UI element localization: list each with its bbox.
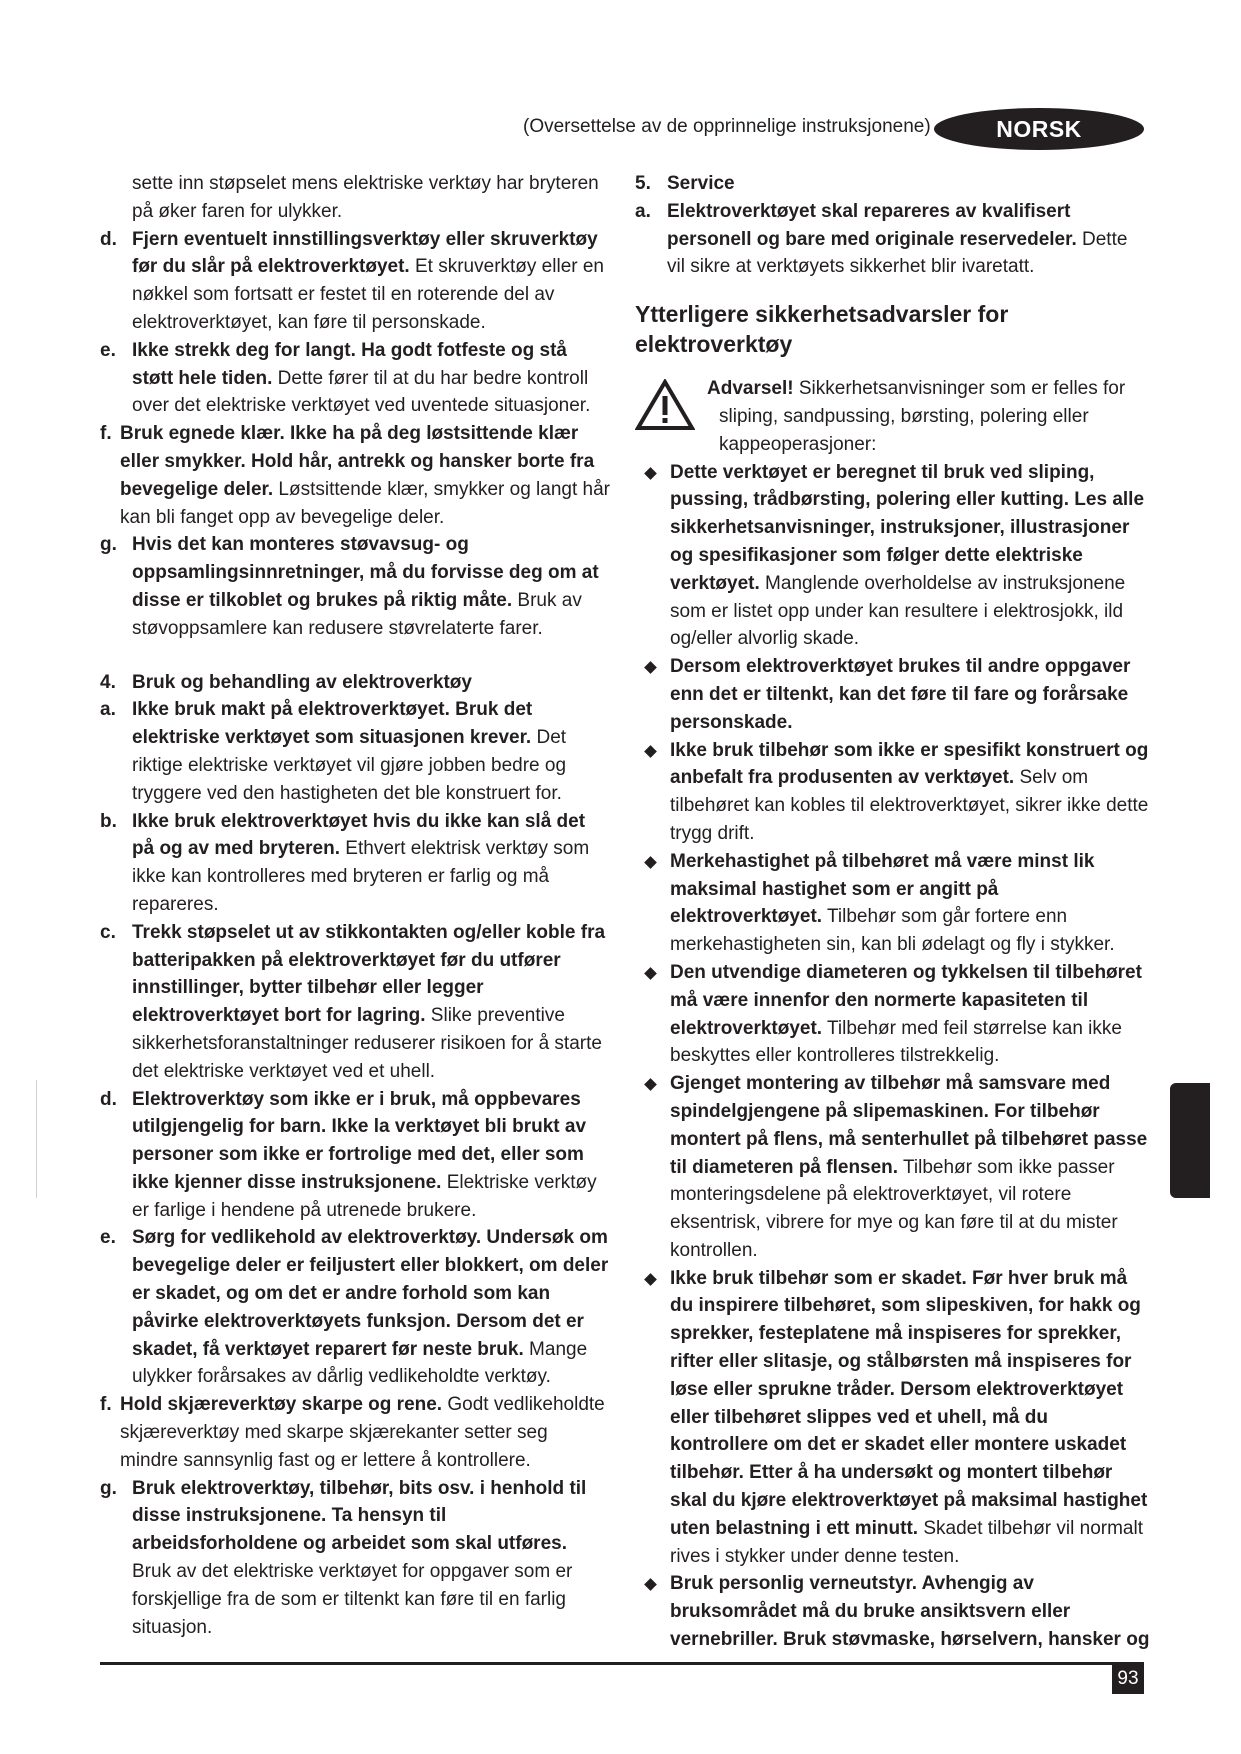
item-bold: Elektroverktøyet skal repareres av kvalifisert personell og bare med originale reservedeler. <box>667 200 1077 250</box>
item-label: f. <box>100 423 112 445</box>
section-title: Bruk og behandling av elektroverktøy <box>132 671 472 693</box>
item-label: a. <box>100 699 116 721</box>
list-item <box>100 919 610 1086</box>
item-bold: Bruk elektroverktøy, tilbehør, bits osv. i henhold til disse instruksjonene. Ta hensyn til arbeidsforholdene og arbeidet som skal utføres. <box>132 1477 587 1555</box>
item-label: b. <box>100 810 117 832</box>
section-4-heading <box>100 669 610 697</box>
item-bold: Bruk egnede klær. Ikke ha på deg løstsittende klær eller smykker. Hold hår, antrekk og hansker borte fra bevegelige deler. <box>120 423 595 500</box>
item-label: e. <box>100 1227 116 1249</box>
items-4-list <box>100 696 610 1641</box>
item-text: Et skruverktøy eller en nøkkel som fortsatt er festet til en roterende del av elektroverktøyet, kan føre til personskade. <box>132 256 604 333</box>
item-label: g. <box>100 1477 117 1499</box>
item-text: Tilbehør som går fortere enn merkehastigheten sin, kan bli ødelagt og fly i stykker. <box>670 906 1115 956</box>
item-bold: Ikke bruk tilbehør som ikke er spesifikt konstruert og anbefalt fra produsenten av verktøyet. <box>670 739 1149 789</box>
list-item <box>100 531 610 642</box>
list-item <box>635 737 1150 848</box>
item-bold: Dersom elektroverktøyet brukes til andre oppgaver enn det er tiltenkt, kan det føre til fare og forårsake personskade. <box>670 656 1131 733</box>
list-item <box>635 198 1150 281</box>
item-label: c. <box>100 921 116 943</box>
item-label: d. <box>100 1088 117 1110</box>
warning-text: Sikkerhetsanvisninger som er felles for <box>793 378 1126 400</box>
list-item <box>100 1086 610 1225</box>
list-item <box>635 653 1150 736</box>
item-label: g. <box>100 534 117 556</box>
warning-label: Advarsel! <box>707 378 794 400</box>
item-text: Det riktige elektriske verktøyet vil gjøre jobben bedre og tryggere ved den hastigheten det ble konstruert for. <box>132 727 567 804</box>
item-bold: Den utvendige diameteren og tykkelsen til tilbehøret må være innenfor den normerte kapasiteten til elektroverktøyet. <box>670 961 1142 1039</box>
item-bold: Ikke bruk tilbehør som er skadet. Før hver bruk må du inspirere tilbehøret, som slipeskiven, for hakk og sprekker, festeplatene må inspiseres for sprekker, rifter eller slitasje, og stålbørsten må inspiseres for løse eller sprukne tråder. Dersom elektroverktøyet eller tilbehøret slippes ved et uhell, må du kontrollere om det er skadet eller montere uskadet tilbehør. Etter å ha undersøkt og montert tilbehør skal du kjøre elektroverktøyet på maksimal hastighet uten belastning i ett minutt. <box>670 1267 1148 1539</box>
list-item <box>100 696 610 807</box>
warning-triangle-icon <box>635 379 695 440</box>
item-label: d. <box>100 228 117 250</box>
item-text: Ethvert elektrisk verktøy som ikke kan kontrolleres med bryteren er farlig og må repareres. <box>132 838 590 915</box>
list-item <box>100 1224 610 1391</box>
diamond-bullet-icon <box>644 856 657 869</box>
item-text: Godt vedlikeholdte skjæreverktøy med skarpe skjærekanter setter seg mindre sannsynlig fast og er lettere å kontrollere. <box>120 1394 605 1471</box>
list-item <box>635 1265 1150 1571</box>
item-text: Dette vil sikre at verktøyets sikkerhet blir ivaretatt. <box>667 228 1128 278</box>
item-text: Tilbehør med feil størrelse kan ikke beskyttes eller kontrolleres tilstrekkelig. <box>670 1017 1122 1067</box>
list-item <box>100 808 610 919</box>
warning-text-rest: sliping, sandpussing, børsting, polering eller kappeoperasjoner: <box>719 405 1089 455</box>
item-bold: Hold skjæreverktøy skarpe og rene. <box>120 1394 443 1416</box>
item-text: Mange ulykker forårsakes av dårlig vedlikeholdte verktøy. <box>132 1338 588 1388</box>
list-item <box>100 337 610 420</box>
item-bold: Merkehastighet på tilbehøret må være minst lik maksimal hastighet som er angitt på elektroverktøyet. <box>670 850 1095 928</box>
list-item <box>635 459 1150 654</box>
list-item <box>635 1570 1150 1653</box>
diamond-bullet-icon <box>644 1579 657 1592</box>
item-text: Bruk av støvoppsamlere kan redusere støvrelaterte farer. <box>132 589 582 639</box>
item-text: Elektriske verktøy er farlige i hendene på utrenede brukere. <box>132 1171 597 1221</box>
diamond-bullet-icon <box>644 467 657 480</box>
page-number: 93 <box>1112 1664 1144 1694</box>
diamond-bullet-icon <box>644 661 657 674</box>
diamond-bullet-icon <box>644 967 657 980</box>
item-text: Tilbehør som ikke passer monteringsdelene på elektroverktøyet, vil rotere eksentrisk, vibrere for mye og kan føre til at du mister kontrollen. <box>670 1156 1118 1261</box>
item-text: Dette fører til at du har bedre kontroll over det elektriske verktøyet ved uventede situasjoner. <box>132 367 591 417</box>
list-item <box>100 1475 610 1642</box>
warning-block <box>635 375 1150 458</box>
item-bold: Hvis det kan monteres støvavsug- og oppsamlingsinnretninger, må du forvisse deg om at disse er tilkoblet og brukes på riktig måte. <box>132 534 599 611</box>
section-number: 4. <box>100 671 116 693</box>
item-label: f. <box>100 1394 112 1416</box>
items-3-list <box>100 226 610 643</box>
section-subheading: Ytterligere sikkerhetsadvarsler for elektroverktøy <box>635 301 1009 358</box>
footer-divider <box>100 1662 1144 1665</box>
item-text: Selv om tilbehøret kan kobles til elektroverktøyet, sikrer ikke dette trygg drift. <box>670 767 1149 844</box>
item-bold: Fjern eventuelt innstillingsverktøy eller skruverktøy før du slår på elektroverktøyet. <box>132 228 598 278</box>
item-text: Slike preventive sikkerhetsforanstaltninger reduserer risikoen for å starte det elektriske verktøyet ved et uhell. <box>132 1005 602 1082</box>
bullet-list <box>635 459 1150 1654</box>
right-column <box>635 170 1150 1654</box>
list-item <box>635 1070 1150 1265</box>
edge-mark <box>36 1080 37 1198</box>
item-text: Bruk av det elektriske verktøyet for oppgaver som er forskjellige fra de som er tiltenkt kan føre til en farlig situasjon. <box>132 1561 573 1638</box>
item-label: a. <box>635 200 651 222</box>
item-bold: Dette verktøyet er beregnet til bruk ved sliping, pussing, trådbørsting, polering eller kutting. Les alle sikkerhetsanvisninger, instruksjoner, illustrasjoner og spesifikasjoner som følger dette elektriske verktøyet. <box>670 461 1145 594</box>
left-column <box>100 170 610 1641</box>
item-text: Løstsittende klær, smykker og langt hår kan bli fanget opp av bevegelige deler. <box>120 478 611 528</box>
section-5-heading <box>635 170 1150 198</box>
item-text: Skadet tilbehør vil normalt rives i stykker under denne testen. <box>670 1517 1143 1567</box>
list-item <box>100 1391 610 1474</box>
item-bold: Elektroverktøy som ikke er i bruk, må oppbevares utilgjengelig for barn. Ikke la verktøyet bli brukt av personer som ikke er fortrolige med det, eller som ikke kjenner disse instruksjonene. <box>132 1088 587 1193</box>
section-tab-marker <box>1170 1083 1210 1198</box>
translation-note: (Oversettelse av de opprinnelige instruksjonene) <box>523 116 931 137</box>
item-bold: Gjenget montering av tilbehør må samsvare med spindelgjengene på slipemaskinen. For tilbehør montert på flens, må senterhullet på tilbehøret passe til diameteren på flensen. <box>670 1073 1148 1178</box>
section-title: Service <box>667 173 735 194</box>
item-bold: Sørg for vedlikehold av elektroverktøy. Undersøk om bevegelige deler er feiljustert eller blokkert, om deler er skadet, og om det er andre forhold som kan påvirke elektroverktøyets funksjon. Dersom det er skadet, få verktøyet reparert før neste bruk. <box>132 1227 609 1360</box>
item-bold: Ikke bruk makt på elektroverktøyet. Bruk det elektriske verktøyet som situasjonen krever. <box>132 699 533 749</box>
item-bold: Ikke strekk deg for langt. Ha godt fotfeste og stå støtt hele tiden. <box>132 339 567 389</box>
item-bold: Trekk støpselet ut av stikkontakten og/eller koble fra batteripakken på elektroverktøyet før du utfører innstillinger, bytter tilbehør eller legger elektroverktøyet bort for lagring. <box>132 921 606 1027</box>
list-item <box>635 848 1150 959</box>
list-item <box>100 226 610 337</box>
language-badge: NORSK <box>934 108 1144 150</box>
section-number: 5. <box>635 173 651 194</box>
list-item <box>100 420 610 531</box>
diamond-bullet-icon <box>644 1078 657 1091</box>
item-text: Manglende overholdelse av instruksjonene som er listet opp under kan resultere i elektrosjokk, ild og/eller alvorlig skade. <box>670 572 1126 650</box>
diamond-bullet-icon <box>644 1273 657 1286</box>
diamond-bullet-icon <box>644 745 657 758</box>
item-bold: Ikke bruk elektroverktøyet hvis du ikke kan slå det på og av med bryteren. <box>132 810 586 860</box>
item-bold: Bruk personlig verneutstyr. Avhengig av bruksområdet må du bruke ansiktsvern eller vernebriller. Bruk støvmaske, hørselvern, hansker og <box>670 1573 1150 1651</box>
list-item <box>635 959 1150 1070</box>
intro-continuation: sette inn støpselet mens elektriske verktøy har bryteren på øker faren for ulykker. <box>132 173 599 222</box>
item-label: e. <box>100 339 116 361</box>
